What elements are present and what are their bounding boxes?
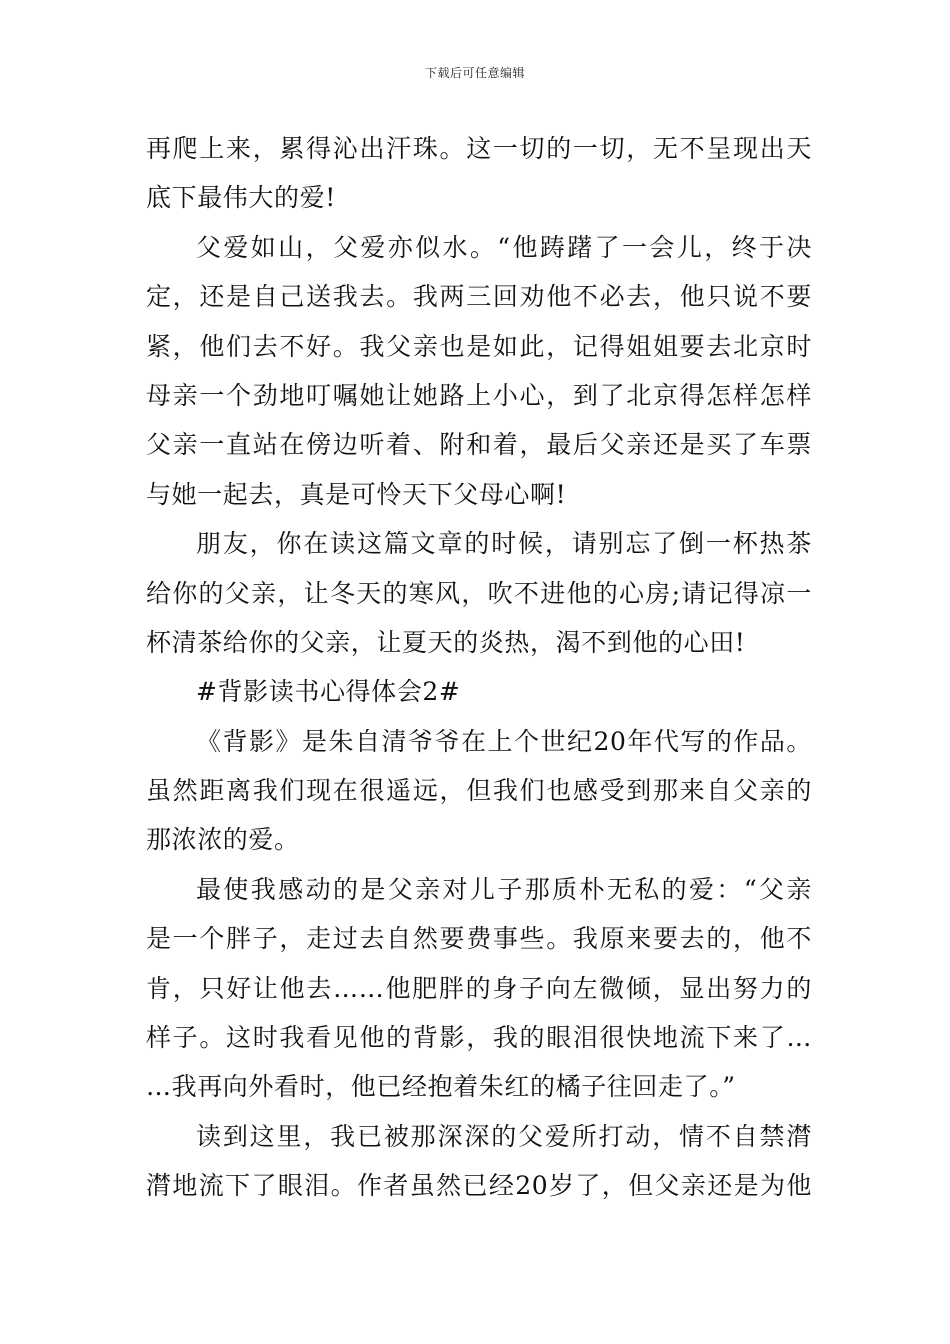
text-line: 父亲一直站在傍边听着、附和着，最后父亲还是买了车票 [146, 430, 812, 460]
text-line: 与她一起去，真是可怜天下父母心啊! [146, 479, 567, 509]
text-line: 样子。这时我看见他的背影，我的眼泪很快地流下来了… [146, 1023, 812, 1053]
text-line: 《背影》是朱自清爷爷在上个世纪20年代写的作品。 [196, 726, 812, 756]
page-header: 下载后可任意编辑 [424, 66, 525, 80]
text-line: 最使我感动的是父亲对儿子那质朴无私的爱：“父亲 [196, 874, 812, 904]
text-line: 父爱如山，父爱亦似水。“他踌躇了一会儿，终于决 [196, 232, 812, 262]
section-heading: #背影读书心得体会2# [196, 677, 461, 707]
text-line: 杯清茶给你的父亲，让夏天的炎热，渴不到他的心田! [146, 627, 746, 657]
document-body [146, 124, 812, 1211]
text-line: 那浓浓的爱。 [146, 825, 300, 855]
text-line: 给你的父亲，让冬天的寒风，吹不进他的心房;请记得凉一 [146, 578, 812, 608]
text-line: …我再向外看时，他已经抱着朱红的橘子往回走了。” [146, 1072, 736, 1102]
text-line: 底下最伟大的爱! [146, 183, 336, 213]
text-line: 读到这里，我已被那深深的父爱所打动，情不自禁潸 [196, 1121, 812, 1151]
text-line: 朋友，你在读这篇文章的时候，请别忘了倒一杯热茶 [196, 529, 812, 559]
text-line: 再爬上来，累得沁出汗珠。这一切的一切，无不呈现出天 [146, 134, 812, 163]
text-line: 肯，只好让他去……他肥胖的身子向左微倾，显出努力的 [146, 973, 812, 1003]
text-line: 紧，他们去不好。我父亲也是如此，记得姐姐要去北京时 [146, 331, 812, 361]
text-line: 母亲一个劲地叮嘱她让她路上小心，到了北京得怎样怎样 [146, 380, 812, 410]
text-line: 虽然距离我们现在很遥远，但我们也感受到那来自父亲的 [146, 776, 812, 806]
text-line: 潸地流下了眼泪。作者虽然已经20岁了，但父亲还是为他 [146, 1171, 812, 1201]
text-line: 定，还是自己送我去。我两三回劝他不必去，他只说不要 [146, 282, 812, 312]
text-line: 是一个胖子，走过去自然要费事些。我原来要去的，他不 [146, 924, 812, 954]
